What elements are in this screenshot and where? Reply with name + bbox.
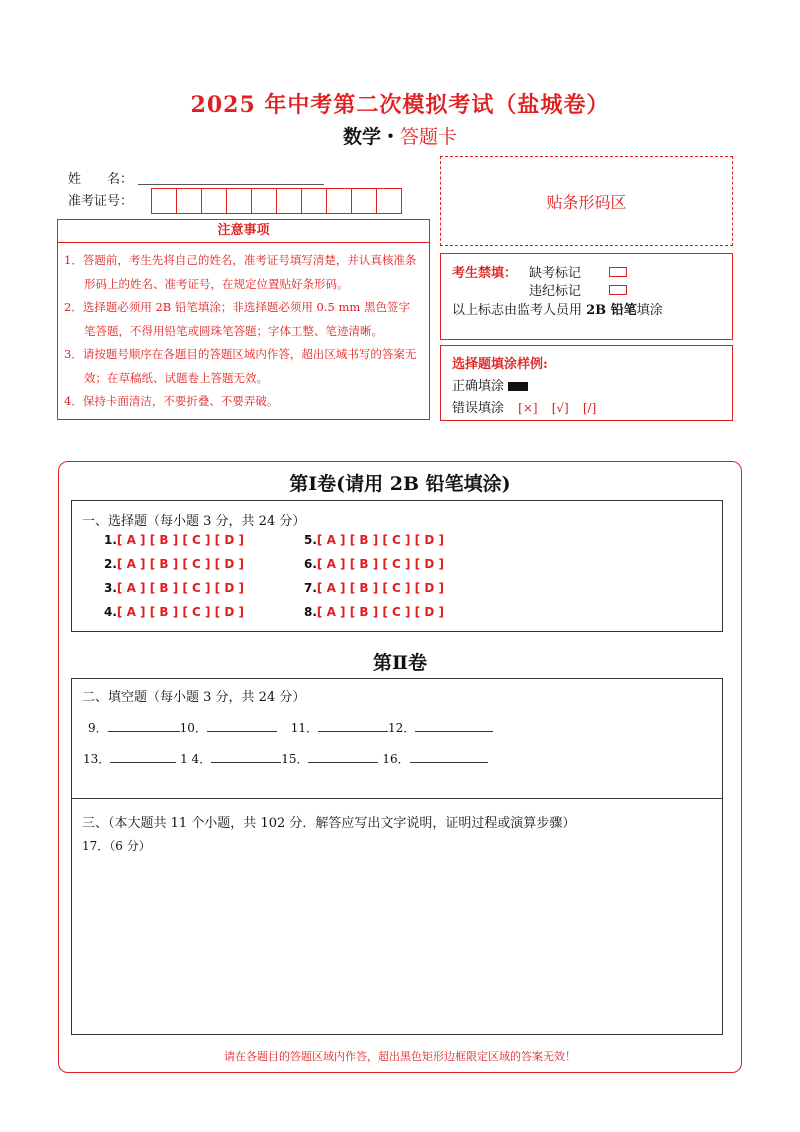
notice-box xyxy=(57,219,430,420)
notice-item: 2．选择题必须用 2B 铅笔填涂；非选择题必须用 0.5 mm 黑色签字笔答题，不得用铅笔或圆珠笔答题；字体工整、笔迹清晰。 xyxy=(64,300,410,338)
wrong-row xyxy=(452,397,596,416)
wrong-label: 错误填涂 xyxy=(452,401,505,416)
name-label: 姓 名： xyxy=(68,172,134,187)
fill-q11-answer[interactable] xyxy=(318,719,388,732)
fill-q15-answer[interactable] xyxy=(308,750,378,763)
name-field[interactable] xyxy=(138,183,324,185)
choice-question-6[interactable]: 6.[ A ] [ B ] [ C ] [ D ] xyxy=(304,557,444,571)
fill-q12-label: 12． xyxy=(388,721,416,735)
notice-item: 3．请按题号顺序在各题目的答题区域内作答，超出区域书写的答案无效；在草稿纸、试题卷上答题无效。 xyxy=(64,347,417,385)
id-digit-box[interactable] xyxy=(326,188,353,214)
fill-q9-label: 9． xyxy=(88,721,108,735)
forbid-label: 考生禁填： xyxy=(452,266,518,281)
fill-sample-box xyxy=(440,345,733,421)
fill-section-title: 二、填空题（每小题 3 分，共 24 分） xyxy=(82,690,306,705)
forbid-note-prefix: 以上标志由监考人员用 xyxy=(452,303,587,318)
sample-title: 选择题填涂样例: xyxy=(452,357,548,372)
absent-mark-label: 缺考标记 xyxy=(529,266,582,281)
fill-row-2 xyxy=(83,750,488,767)
choice-question-8[interactable]: 8.[ A ] [ B ] [ C ] [ D ] xyxy=(304,605,444,619)
barcode-area xyxy=(440,156,733,246)
fill-q10-label: 10． xyxy=(179,721,207,735)
card-label: 答题卡 xyxy=(400,126,458,148)
correct-row xyxy=(452,375,528,394)
forbid-note-suffix: 填涂 xyxy=(636,303,663,318)
fill-section xyxy=(71,678,723,799)
wrong-mark-slash: [/] xyxy=(582,401,597,415)
part2-title: 第Ⅱ卷 xyxy=(372,652,427,674)
fill-q13-answer[interactable] xyxy=(110,750,176,763)
solve-section[interactable] xyxy=(71,798,723,1035)
fill-q15-label: 15． xyxy=(281,752,309,766)
examiner-only-box xyxy=(440,253,733,340)
notice-item: 4．保持卡面清洁，不要折叠、不要弄破。 xyxy=(64,394,279,408)
id-digit-box[interactable] xyxy=(151,188,178,214)
id-digit-box[interactable] xyxy=(226,188,253,214)
forbid-note xyxy=(452,299,663,318)
fill-q16-label: 16． xyxy=(382,752,410,766)
id-digit-box[interactable] xyxy=(301,188,328,214)
choice-question-5[interactable]: 5.[ A ] [ B ] [ C ] [ D ] xyxy=(304,533,444,547)
fill-q16-answer[interactable] xyxy=(410,750,488,763)
forbid-note-bold: 2B 铅笔 xyxy=(586,303,637,318)
footer-warning: 请在各题目的答题区域内作答，超出黑色矩形边框限定区域的答案无效！ xyxy=(224,1050,576,1063)
id-digit-box[interactable] xyxy=(276,188,303,214)
correct-fill-sample xyxy=(508,382,528,391)
fill-q14-label: 1 4． xyxy=(180,752,212,766)
id-digit-box[interactable] xyxy=(351,188,378,214)
choice-question-3[interactable]: 3.[ A ] [ B ] [ C ] [ D ] xyxy=(104,581,244,595)
id-digit-box[interactable] xyxy=(251,188,278,214)
choice-question-4[interactable]: 4.[ A ] [ B ] [ C ] [ D ] xyxy=(104,605,244,619)
question-17-label: 17．（6 分） xyxy=(82,839,151,853)
fill-q11-label: 11． xyxy=(290,721,319,735)
choice-question-7[interactable]: 7.[ A ] [ B ] [ C ] [ D ] xyxy=(304,581,444,595)
choice-question-1[interactable]: 1.[ A ] [ B ] [ C ] [ D ] xyxy=(104,533,244,547)
absent-mark-box[interactable] xyxy=(609,264,627,279)
id-label: 准考证号： xyxy=(68,194,134,209)
id-digit-box[interactable] xyxy=(201,188,228,214)
fill-q10-answer[interactable] xyxy=(207,719,277,732)
violation-mark-box[interactable] xyxy=(609,282,627,297)
fill-q12-answer[interactable] xyxy=(415,719,493,732)
choice-section-title: 一、选择题（每小题 3 分，共 24 分） xyxy=(82,514,306,529)
choice-question-2[interactable]: 2.[ A ] [ B ] [ C ] [ D ] xyxy=(104,557,244,571)
wrong-mark-x: [×] xyxy=(518,401,538,415)
part1-title: 第Ⅰ卷(请用 2B 铅笔填涂) xyxy=(289,473,511,495)
fill-q13-label: 13． xyxy=(83,752,111,766)
violation-mark-label: 违纪标记 xyxy=(529,284,582,299)
correct-label: 正确填涂 xyxy=(452,379,505,394)
solve-section-title: 三、（本大题共 11 个小题，共 102 分．解答应写出文字说明，证明过程或演算步骤） xyxy=(82,816,576,831)
notice-title: 注意事项 xyxy=(58,220,429,243)
barcode-label: 贴条形码区 xyxy=(546,192,627,212)
id-digit-box[interactable] xyxy=(176,188,203,214)
wrong-mark-check: [√] xyxy=(551,401,569,415)
notice-item: 1．答题前，考生先将自己的姓名，准考证号填写清楚，并认真核准条形码上的姓名、准考证号，在规定位置贴好条形码。 xyxy=(64,253,417,291)
page-title: 2025 年中考第二次模拟考试（盐城卷） xyxy=(190,92,610,118)
fill-q14-answer[interactable] xyxy=(211,750,281,763)
page-subtitle xyxy=(0,122,800,149)
fill-q9-answer[interactable] xyxy=(108,719,180,732)
id-digit-box[interactable] xyxy=(376,188,403,214)
subject-label: 数学・ xyxy=(342,126,400,148)
choice-section xyxy=(71,500,723,632)
exam-id-boxes[interactable] xyxy=(152,188,402,214)
fill-row-1 xyxy=(88,719,493,736)
